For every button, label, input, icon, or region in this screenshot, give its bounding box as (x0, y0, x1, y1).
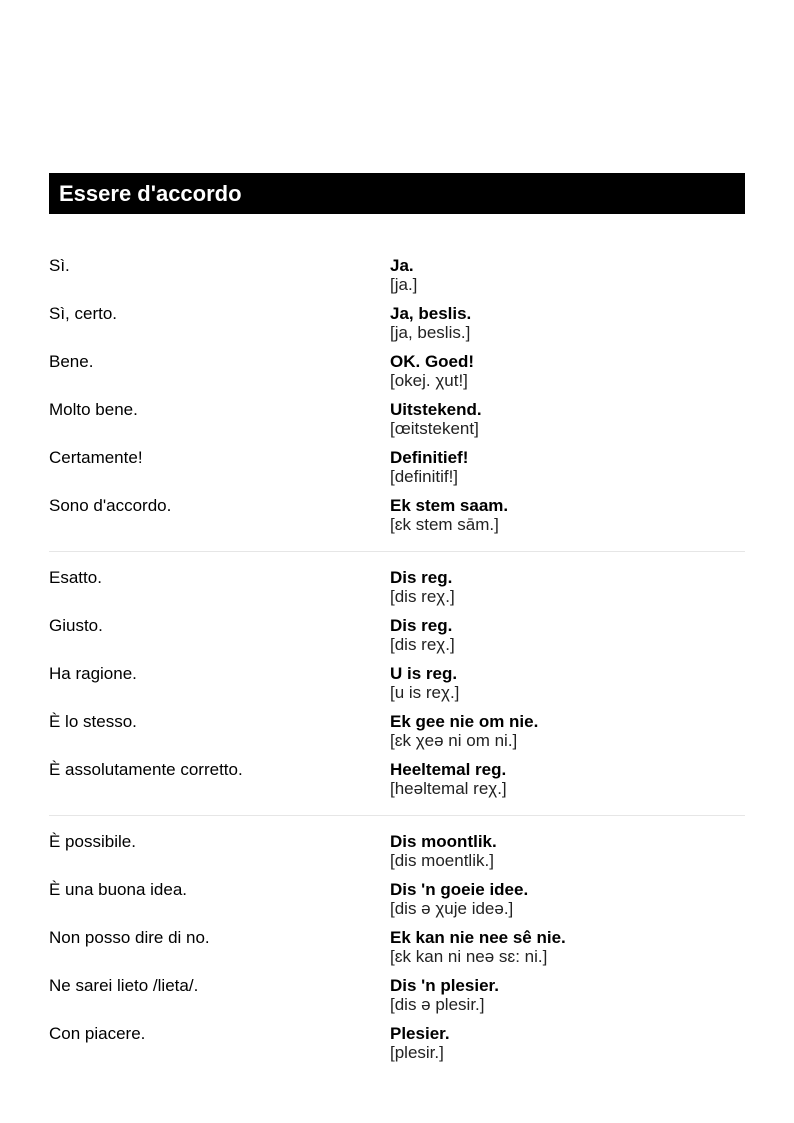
phrase-row (49, 352, 745, 400)
phrase-target (390, 400, 482, 438)
phrase-translation: Ja, beslis. (390, 304, 472, 323)
phrase-translation: Ja. (390, 256, 414, 275)
phrase-target (390, 976, 499, 1014)
group-divider (49, 551, 745, 552)
phrase-translation: Dis reg. (390, 616, 453, 635)
group-divider (49, 815, 745, 816)
phrase-pronunciation: [plesir.] (390, 1043, 444, 1062)
phrase-pronunciation: [dis reχ.] (390, 587, 455, 606)
phrase-translation: Dis 'n plesier. (390, 976, 499, 995)
phrase-row (49, 712, 745, 760)
phrase-translation: U is reg. (390, 664, 458, 683)
phrase-pronunciation: [heəltemal reχ.] (390, 779, 507, 798)
phrase-source: Con piacere. (49, 1024, 146, 1043)
phrase-pronunciation: [dis moentlik.] (390, 851, 494, 870)
phrase-row (49, 664, 745, 712)
phrase-translation: Heeltemal reg. (390, 760, 507, 779)
phrase-pronunciation: [definitif!] (390, 467, 459, 486)
phrase-pronunciation: [œitstekent] (390, 419, 479, 438)
phrase-target (390, 832, 497, 870)
phrase-target (390, 352, 474, 390)
phrase-translation: Definitief! (390, 448, 469, 467)
phrase-translation: Ek kan nie nee sê nie. (390, 928, 566, 947)
phrase-source: Molto bene. (49, 400, 138, 419)
phrase-translation: Plesier. (390, 1024, 450, 1043)
phrase-source: Ha ragione. (49, 664, 137, 683)
phrase-source: Sì, certo. (49, 304, 118, 323)
phrase-translation: Dis moontlik. (390, 832, 497, 851)
phrase-row (49, 832, 745, 880)
phrase-group (49, 568, 745, 808)
phrase-row (49, 304, 745, 352)
phrase-source: Non posso dire di no. (49, 928, 210, 947)
phrase-pronunciation: [dis ə χuje ideə.] (390, 899, 514, 918)
section-title: Essere d'accordo (59, 181, 242, 206)
phrase-row (49, 256, 745, 304)
phrase-row (49, 760, 745, 808)
phrase-translation: Dis 'n goeie idee. (390, 880, 529, 899)
phrase-translation: Ek gee nie om nie. (390, 712, 539, 731)
phrase-target (390, 256, 417, 294)
phrase-row (49, 496, 745, 544)
phrase-row (49, 1024, 745, 1072)
phrase-target (390, 664, 459, 702)
phrase-target (390, 496, 508, 534)
phrase-source: È possibile. (49, 832, 136, 851)
phrase-pronunciation: [u is reχ.] (390, 683, 460, 702)
phrase-target (390, 1024, 450, 1062)
phrase-pronunciation: [okej. χut!] (390, 371, 468, 390)
phrase-translation: Dis reg. (390, 568, 453, 587)
phrase-target (390, 448, 468, 486)
phrase-translation: Ek stem saam. (390, 496, 509, 515)
phrase-pronunciation: [dis reχ.] (390, 635, 455, 654)
phrase-group (49, 256, 745, 544)
phrase-row (49, 448, 745, 496)
phrase-source: È lo stesso. (49, 712, 137, 731)
phrase-pronunciation: [ja, beslis.] (390, 323, 471, 342)
phrase-source: È una buona idea. (49, 880, 188, 899)
phrase-translation: Uitstekend. (390, 400, 482, 419)
section-header (49, 173, 745, 214)
phrase-source: È assolutamente corretto. (49, 760, 243, 779)
phrase-row (49, 976, 745, 1024)
phrase-source: Esatto. (49, 568, 102, 587)
phrase-source: Sì. (49, 256, 70, 275)
phrase-row (49, 616, 745, 664)
phrase-target (390, 928, 566, 966)
phrase-target (390, 304, 471, 342)
phrase-source: Sono d'accordo. (49, 496, 172, 515)
phrase-pronunciation: [ɛk χeə ni om ni.] (390, 731, 518, 750)
phrase-row (49, 568, 745, 616)
phrase-pronunciation: [ɛk stem sām.] (390, 515, 499, 534)
phrase-row (49, 400, 745, 448)
phrase-source: Giusto. (49, 616, 103, 635)
phrase-group (49, 832, 745, 1072)
phrase-target (390, 880, 528, 918)
phrase-list (49, 256, 745, 1072)
phrase-pronunciation: [dis ə plesir.] (390, 995, 485, 1014)
phrase-source: Ne sarei lieto /lieta/. (49, 976, 199, 995)
phrase-source: Bene. (49, 352, 94, 371)
phrase-source: Certamente! (49, 448, 143, 467)
phrase-pronunciation: [ja.] (390, 275, 418, 294)
phrase-target (390, 712, 538, 750)
phrase-target (390, 568, 455, 606)
phrase-target (390, 760, 507, 798)
phrase-row (49, 880, 745, 928)
phrase-target (390, 616, 455, 654)
phrase-pronunciation: [ɛk kan ni neə sɛ: ni.] (390, 947, 548, 966)
phrase-row (49, 928, 745, 976)
phrase-translation: OK. Goed! (390, 352, 475, 371)
